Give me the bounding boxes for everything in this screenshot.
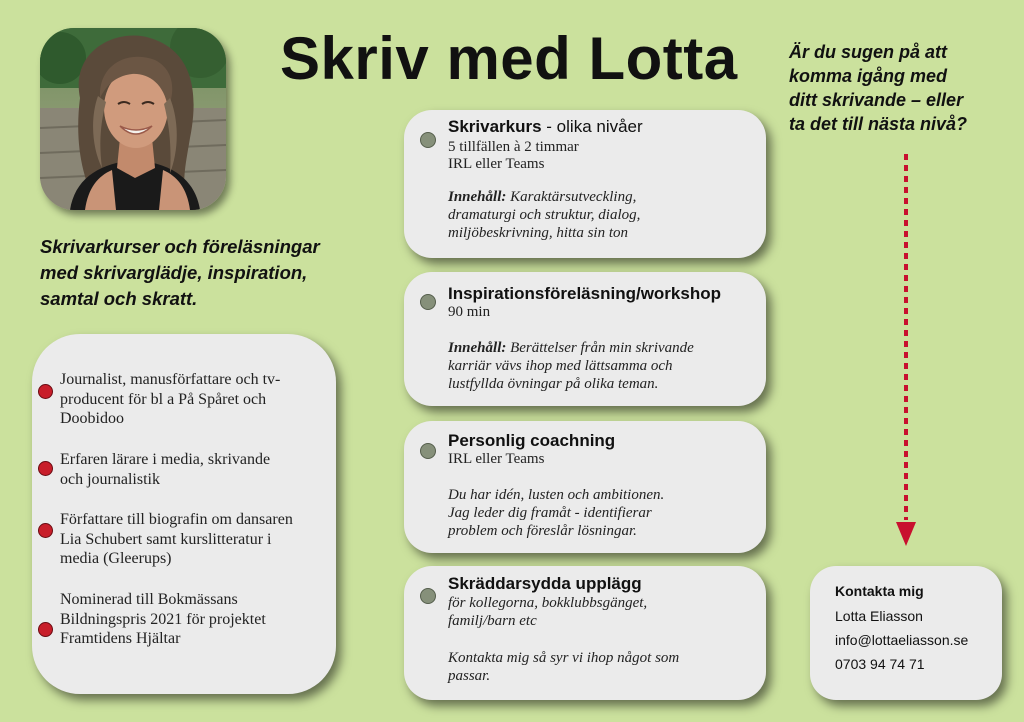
tagline-line: med skrivarglädje, inspiration, xyxy=(40,262,308,283)
bio-line: Författare till biografin om dansaren xyxy=(60,511,293,528)
card-skraddarsydda xyxy=(404,566,766,700)
contact-phone[interactable]: 0703 94 74 71 xyxy=(835,656,925,672)
bio-line: Doobidoo xyxy=(60,410,124,427)
bio-line: Erfaren lärare i media, skrivande xyxy=(60,451,271,468)
card-skrivarkurs xyxy=(404,110,766,258)
card-coachning xyxy=(404,421,766,553)
portrait-photo xyxy=(40,28,226,210)
bio-text xyxy=(60,590,350,649)
question-line: komma igång med xyxy=(789,66,948,86)
question-line: Är du sugen på att xyxy=(789,42,948,62)
card-detail: IRL eller Teams xyxy=(448,451,545,467)
content-line: Karaktärsutveckling, xyxy=(506,189,637,205)
bio-text xyxy=(60,370,350,429)
card-content xyxy=(448,188,636,206)
content-line: Berättelser från min skrivande xyxy=(506,340,694,356)
tagline-line: samtal och skratt. xyxy=(40,288,198,309)
bio-line: Nominerad till Bokmässans xyxy=(60,591,238,608)
card-title: Inspirationsföreläsning/workshop xyxy=(448,284,721,303)
content-label: Innehåll: xyxy=(448,189,507,205)
question-line: ditt skrivande – eller xyxy=(789,90,964,110)
bio-box xyxy=(32,334,336,694)
card-content: miljöbeskrivning, hitta sin ton xyxy=(448,225,628,241)
card-detail: 5 tillfällen à 2 timmar xyxy=(448,139,579,155)
grey-bullet-icon xyxy=(420,132,436,148)
tagline xyxy=(40,234,370,312)
bio-line: media (Gleerups) xyxy=(60,550,172,567)
bio-line: Journalist, manusförfattare och tv- xyxy=(60,371,281,388)
red-bullet-icon xyxy=(38,461,53,476)
bio-line: producent för bl a På Spåret och xyxy=(60,390,267,408)
bio-line: Framtidens Hjältar xyxy=(60,630,181,647)
bio-text xyxy=(60,510,350,569)
contact-email[interactable]: info@lottaeliasson.se xyxy=(835,632,969,648)
contact-heading: Kontakta mig xyxy=(835,583,924,599)
dashed-arrow-down-icon xyxy=(893,152,919,548)
bio-text xyxy=(60,450,350,489)
bio-line: Lia Schubert samt kurslitteratur i xyxy=(60,530,272,548)
contact-box xyxy=(810,566,1002,700)
contact-name: Lotta Eliasson xyxy=(835,608,923,624)
card-content: passar. xyxy=(448,668,491,684)
tagline-line: Skrivarkurser och föreläsningar xyxy=(40,236,320,257)
card-title: Personlig coachning xyxy=(448,431,616,450)
card-title xyxy=(448,117,643,137)
card-content: Kontakta mig så syr vi ihop något som xyxy=(448,650,680,666)
grey-bullet-icon xyxy=(420,443,436,459)
content-label: Innehåll: xyxy=(448,340,507,356)
card-detail: 90 min xyxy=(448,304,491,320)
card-content: lustfyllda övningar på olika teman. xyxy=(448,376,659,392)
card-content: Jag leder dig framåt - identifierar xyxy=(448,505,652,521)
card-content xyxy=(448,339,694,357)
red-bullet-icon xyxy=(38,384,53,399)
card-inspiration xyxy=(404,272,766,406)
grey-bullet-icon xyxy=(420,294,436,310)
page-title: Skriv med Lotta xyxy=(280,25,738,92)
card-title-text: Skrivarkurs xyxy=(448,117,542,136)
grey-bullet-icon xyxy=(420,588,436,604)
card-content: problem och föreslår lösningar. xyxy=(448,523,637,539)
card-title: Skräddarsydda upplägg xyxy=(448,574,642,593)
red-bullet-icon xyxy=(38,622,53,637)
card-detail: familj/barn etc xyxy=(448,613,537,629)
question-line: ta det till nästa nivå? xyxy=(789,114,968,134)
bio-line: och journalistik xyxy=(60,470,160,488)
card-content: Du har idén, lusten och ambitionen. xyxy=(448,487,665,503)
card-detail: IRL eller Teams xyxy=(448,156,545,172)
card-title-suffix: - olika nivåer xyxy=(541,117,643,136)
intro-question xyxy=(789,40,1011,136)
card-detail: för kollegorna, bokklubbsgänget, xyxy=(448,595,648,611)
bio-line: Bildningspris 2021 för projektet xyxy=(60,610,266,628)
red-bullet-icon xyxy=(38,523,53,538)
card-content: karriär vävs ihop med lättsamma och xyxy=(448,358,673,374)
card-content: dramaturgi och struktur, dialog, xyxy=(448,207,641,223)
